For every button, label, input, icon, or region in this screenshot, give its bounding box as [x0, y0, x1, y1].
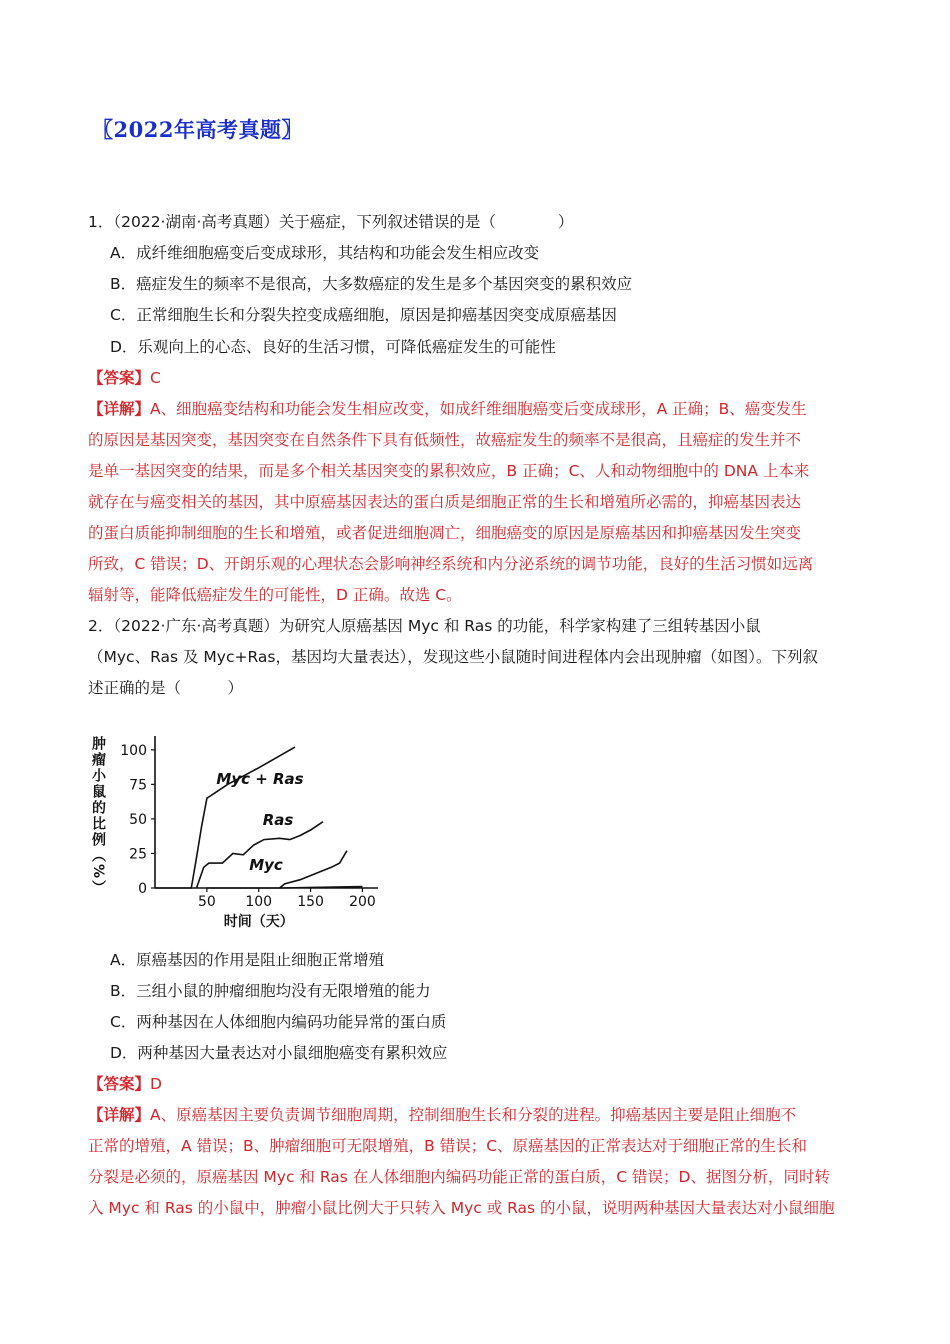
x-axis-label: 时间（天） — [223, 914, 294, 930]
y-tick-label: 100 — [120, 742, 147, 759]
question-2-explanation-line: 【详解】A、原癌基因主要负责调节细胞周期，控制细胞生长和分裂的进程。抑癌基因主要是阻止细胞不 — [88, 1106, 797, 1124]
question-2-option-d: D．两种基因大量表达对小鼠细胞癌变有累积效应 — [110, 1044, 448, 1062]
question-2-explanation-line: 入 Myc 和 Ras 的小鼠中，肿瘤小鼠比例大于只转入 Myc 或 Ras 的小鼠，说明两种基因大量表达对小鼠细胞 — [88, 1199, 835, 1217]
answer-tag: 【详解】 — [88, 1106, 151, 1124]
question-1-option-d: D．乐观向上的心态、良好的生活习惯，可降低癌症发生的可能性 — [110, 338, 556, 356]
question-2-explanation-line: 分裂是必须的，原癌基因 Myc 和 Ras 在人体细胞内编码功能正常的蛋白质，C 错误；D、据图分析，同时转 — [88, 1168, 830, 1186]
answer-tag: 【答案】 — [88, 1075, 151, 1093]
tumor-incidence-chart — [88, 718, 393, 940]
y-tick-label: 75 — [129, 777, 147, 794]
question-2-stem-line: （Myc、Ras 及 Myc+Ras，基因均大量表达），发现这些小鼠随时间进程体内会出现肿瘤（如图）。下列叙 — [88, 648, 818, 666]
question-1-option-b: B．癌症发生的频率不是很高，大多数癌症的发生是多个基因突变的累积效应 — [110, 275, 633, 293]
y-tick-label: 50 — [129, 811, 147, 828]
x-tick-label: 100 — [245, 894, 273, 910]
answer-tag: 【答案】 — [88, 369, 151, 387]
series-label: Myc — [249, 856, 283, 874]
y-tick-label: 0 — [138, 881, 147, 897]
question-2-option-a: A．原癌基因的作用是阻止细胞正常增殖 — [110, 951, 385, 969]
x-tick-label: 50 — [197, 894, 216, 910]
question-1-answer: 【答案】C — [88, 369, 161, 387]
question-1-option-c: C．正常细胞生长和分裂失控变成癌细胞，原因是抑癌基因突变成原癌基因 — [110, 306, 617, 324]
answer-tag: 【详解】 — [88, 400, 151, 418]
x-tick-label: 150 — [297, 894, 324, 910]
question-2-explanation-line: 正常的增殖，A 错误；B、肿瘤细胞可无限增殖，B 错误；C、原癌基因的正常表达对于细胞正常的生长和 — [88, 1137, 808, 1155]
question-1-explanation-line: 的蛋白质能抑制细胞的生长和增殖，或者促进细胞凋亡，细胞癌变的原因是原癌基因和抑癌基因发生突变 — [88, 524, 802, 542]
series-label: Myc + Ras — [216, 770, 304, 788]
question-1-explanation-line: 是单一基因突变的结果，而是多个相关基因突变的累积效应，B 正确；C、人和动物细胞中的 DNA 上本来 — [88, 462, 810, 480]
question-1-explanation-line: 的原因是基因突变，基因突变在自然条件下具有低频性，故癌症发生的频率不是很高，且癌症的发生并不 — [88, 431, 802, 449]
y-axis-label: 肿瘤小鼠的比例（%） — [90, 736, 106, 897]
series-label: Ras — [262, 811, 294, 829]
question-2-option-c: C．两种基因在人体细胞内编码功能异常的蛋白质 — [110, 1013, 447, 1031]
section-heading: 〖2022年高考真题〗 — [92, 117, 303, 142]
question-2-option-b: B．三组小鼠的肿瘤细胞均没有无限增殖的能力 — [110, 982, 431, 1000]
question-1-explanation-line: 所致，C 错误；D、开朗乐观的心理状态会影响神经系统和内分泌系统的调节功能，良好的生活习惯如远离 — [88, 555, 814, 573]
question-1-explanation-line: 就存在与癌变相关的基因，其中原癌基因表达的蛋白质是细胞正常的生长和增殖所必需的，抑癌基因表达 — [88, 493, 802, 511]
question-2-answer: 【答案】D — [88, 1075, 162, 1093]
question-1-explanation-line: 【详解】A、细胞癌变结构和功能会发生相应改变，如成纤维细胞癌变后变成球形，A 正确；B、癌变发生 — [88, 400, 807, 418]
question-2-stem-line: 2．（2022·广东·高考真题）为研究人原癌基因 Myc 和 Ras 的功能，科学家构建了三组转基因小鼠 — [88, 617, 761, 635]
x-tick-label: 200 — [349, 894, 376, 910]
y-tick-label: 25 — [129, 846, 147, 863]
question-1-stem: 1．（2022·湖南·高考真题）关于癌症，下列叙述错误的是（ ） — [88, 213, 574, 231]
question-1-option-a: A．成纤维细胞癌变后变成球形，其结构和功能会发生相应改变 — [110, 244, 540, 262]
question-1-explanation-line: 辐射等，能降低癌症发生的可能性，D 正确。故选 C。 — [88, 586, 462, 604]
question-2-stem-line: 述正确的是（ ） — [88, 679, 244, 697]
